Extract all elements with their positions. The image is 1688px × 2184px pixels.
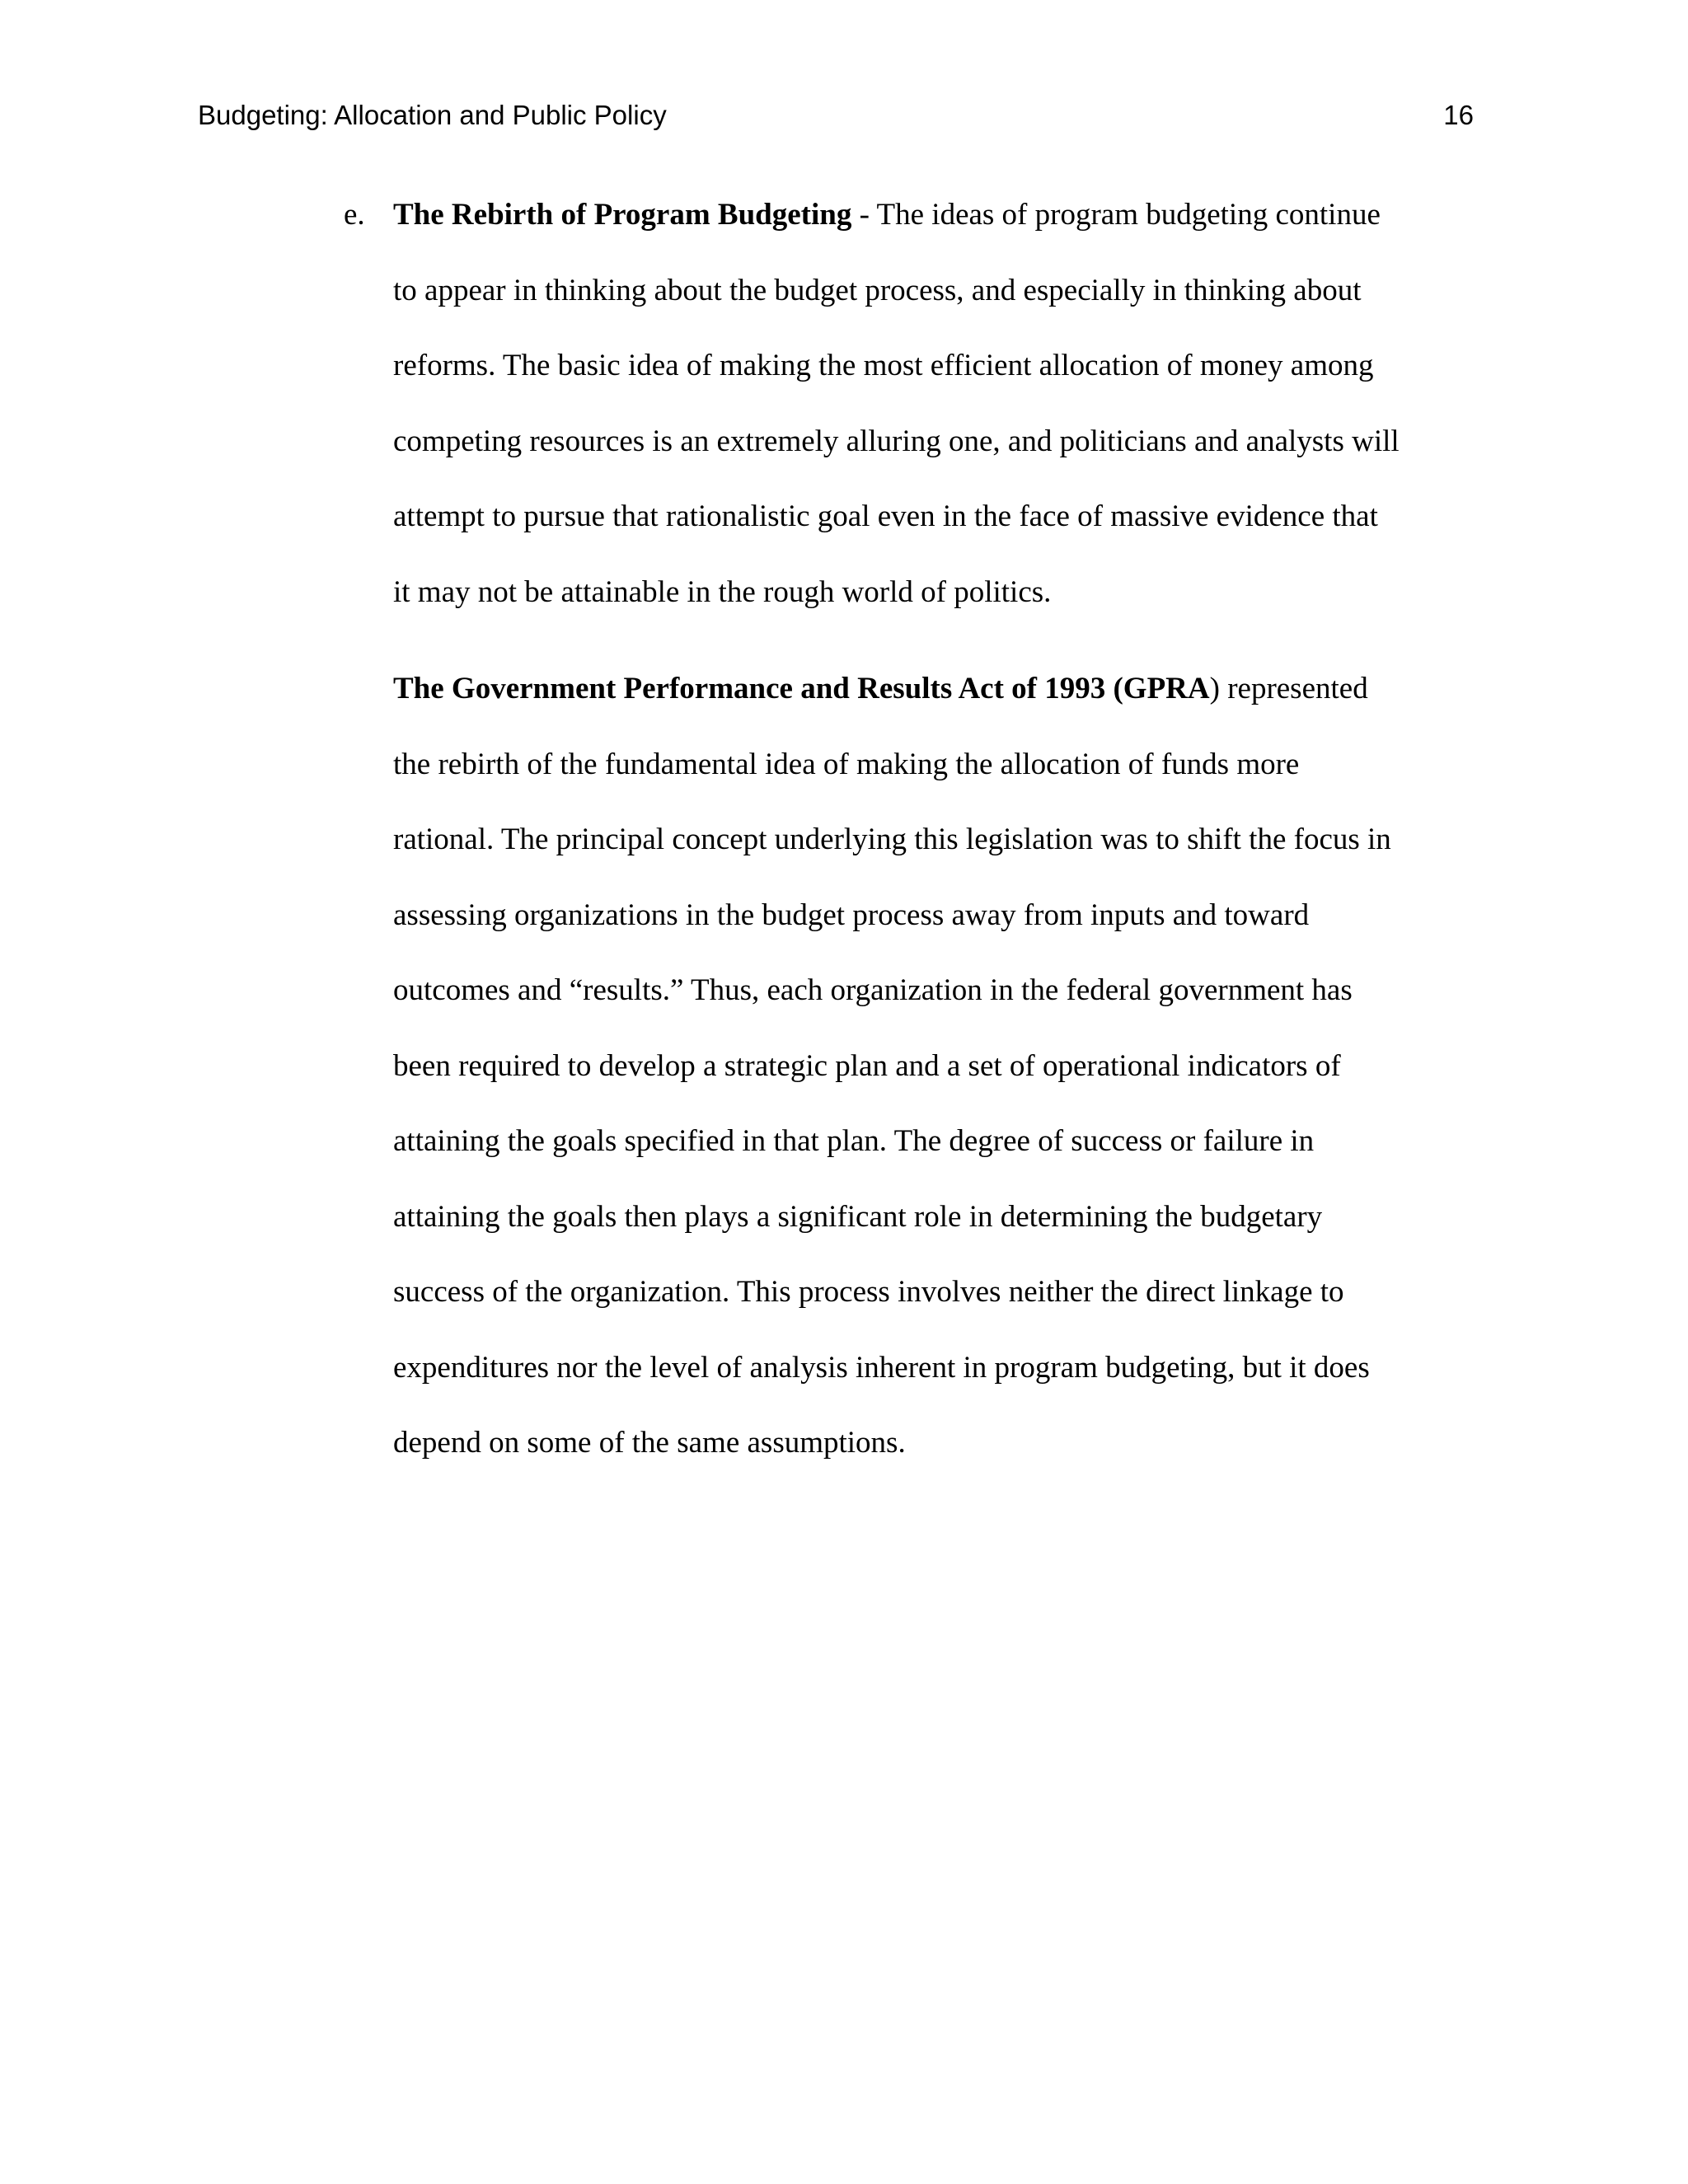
- page-header: [198, 95, 1474, 136]
- text-line: to appear in thinking about the budget process, and especially in thinking about: [393, 273, 1362, 307]
- text-line: assessing organizations in the budget process away from inputs and toward: [393, 898, 1310, 932]
- text-line: depend on some of the same assumptions.: [393, 1426, 906, 1460]
- text-line: [393, 651, 1481, 727]
- text-line: reforms. The basic idea of making the most efficient allocation of money among: [393, 349, 1374, 382]
- running-head: Budgeting: Allocation and Public Policy: [198, 100, 667, 130]
- text-line: attaining the goals then plays a significant role in determining the budgetary: [393, 1199, 1323, 1234]
- list-item-e: [344, 177, 1481, 630]
- text-line: it may not be attainable in the rough world of politics.: [393, 574, 1052, 609]
- paragraph-heading: The Government Performance and Results Act of 1993 (GPRA: [393, 672, 1210, 705]
- text-line: expenditures nor the level of analysis inherent in program budgeting, but it does: [393, 1350, 1370, 1385]
- text-line: been required to develop a strategic plan and a set of operational indicators of: [393, 1048, 1341, 1083]
- text-line: the rebirth of the fundamental idea of making the allocation of funds more: [393, 747, 1300, 781]
- text-line: success of the organization. This process involves neither the direct linkage to: [393, 1275, 1344, 1309]
- text-line: attaining the goals specified in that plan. The degree of success or failure in: [393, 1124, 1315, 1158]
- text-line: [393, 177, 1481, 253]
- text-line-segment: ) represented: [1209, 672, 1368, 705]
- list-marker: e.: [344, 198, 365, 232]
- page-number: 16: [1443, 100, 1474, 130]
- gpra-paragraph: [393, 651, 1481, 1481]
- item-heading: The Rebirth of Program Budgeting: [393, 198, 852, 232]
- text-line: outcomes and “results.” Thus, each organization in the federal government has: [393, 973, 1353, 1007]
- text-line: attempt to pursue that rationalistic goal even in the face of massive evidence that: [393, 499, 1378, 533]
- text-line: rational. The principal concept underlying this legislation was to shift the focus in: [393, 823, 1391, 856]
- text-line-segment: - The ideas of program budgeting continue: [859, 198, 1381, 232]
- text-line: competing resources is an extremely alluring one, and politicians and analysts will: [393, 424, 1400, 458]
